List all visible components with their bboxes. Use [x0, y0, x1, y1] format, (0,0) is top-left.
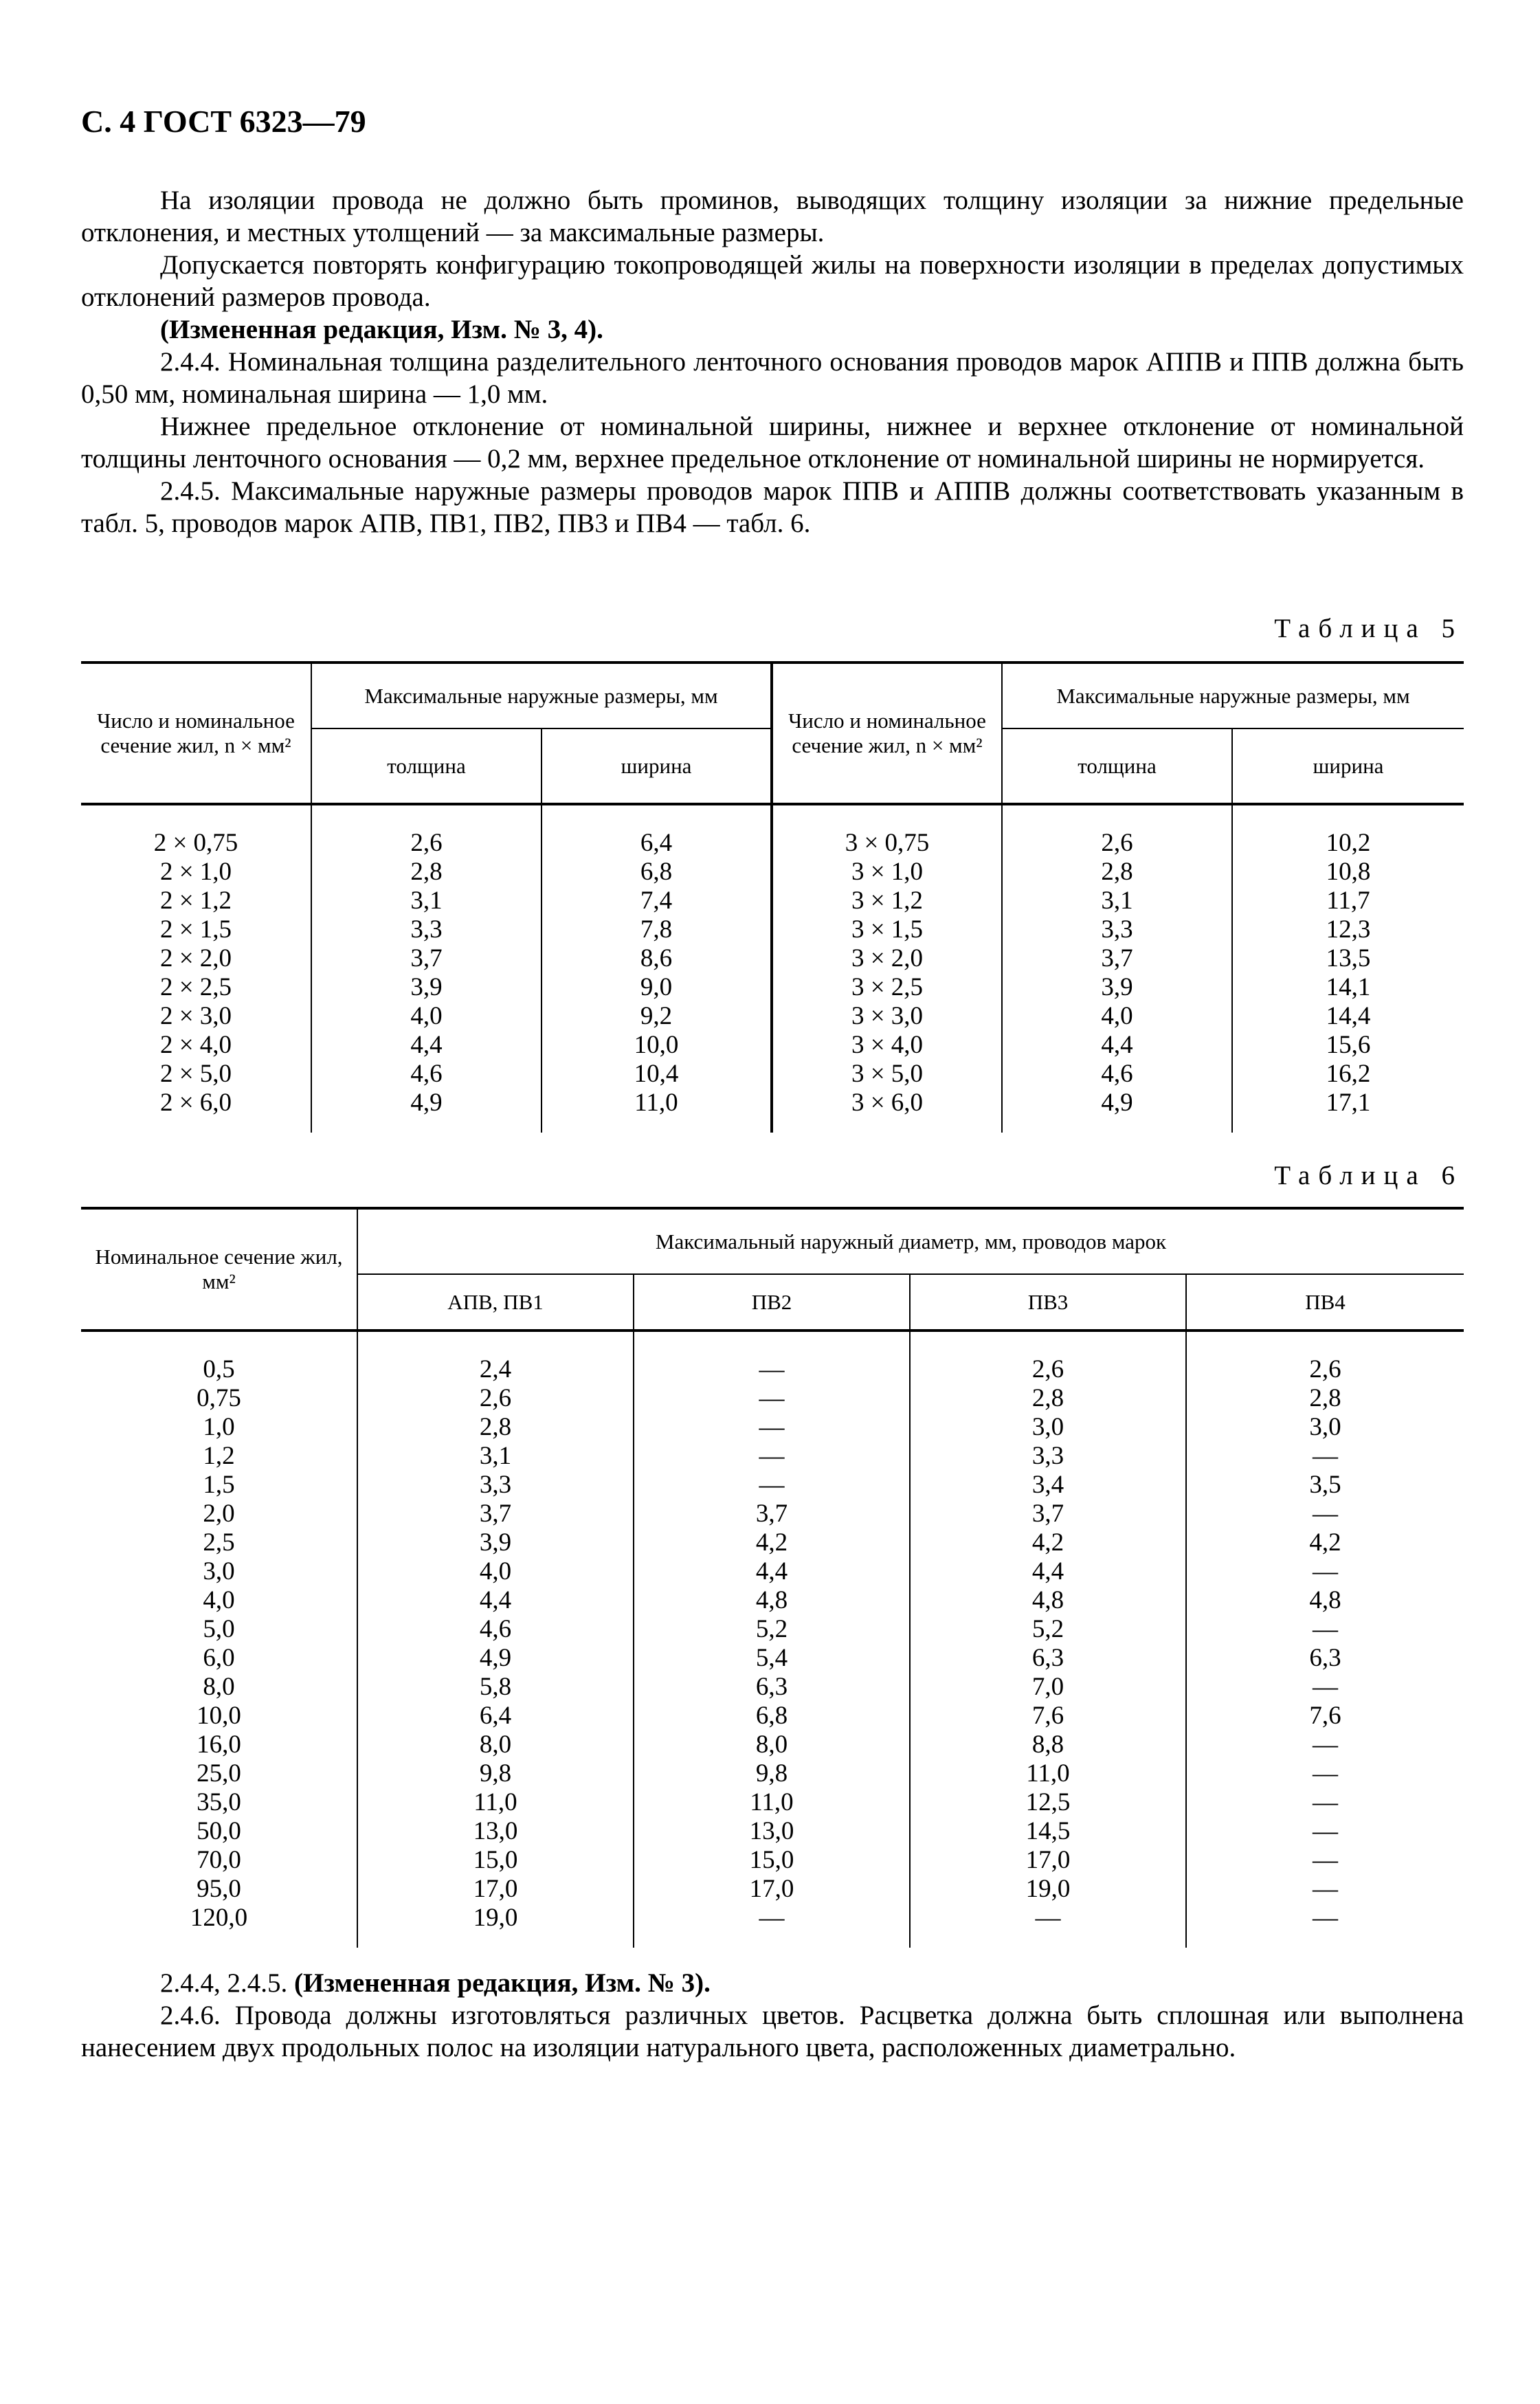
table-cell: 2,6	[1002, 804, 1232, 858]
table-cell: —	[634, 1442, 910, 1471]
closing-text	[81, 1967, 1464, 2064]
table-cell: 6,4	[357, 1702, 634, 1730]
table-cell: 70,0	[81, 1846, 357, 1875]
table-cell: 11,0	[357, 1788, 634, 1817]
table-cell: 8,0	[634, 1730, 910, 1759]
table-cell: 2 × 1,5	[81, 915, 311, 944]
t5-header-section-2: Число и номинальное сечение жил, n × мм²	[81, 663, 311, 804]
table-cell: 1,2	[81, 1442, 357, 1471]
table-cell: 11,0	[910, 1759, 1186, 1788]
table-cell: 9,8	[357, 1759, 634, 1788]
table-cell: 4,2	[1186, 1528, 1464, 1557]
table-cell: 12,3	[1232, 915, 1464, 944]
table-5	[81, 661, 1464, 1133]
table-cell: 3,7	[910, 1500, 1186, 1528]
table-cell: 6,4	[542, 804, 772, 858]
table-cell: 1,0	[81, 1413, 357, 1442]
table-5-caption: Таблица 5	[1274, 614, 1463, 643]
table-cell: 3,5	[1186, 1471, 1464, 1500]
table-cell: 3,9	[311, 973, 542, 1002]
table-cell: —	[1186, 1875, 1464, 1904]
table-cell: 6,8	[542, 858, 772, 887]
t5-header-thickness-3: толщина	[1002, 728, 1232, 804]
table-cell: 16,2	[1232, 1060, 1464, 1089]
table-5-row	[81, 804, 1464, 858]
table-cell: 1,5	[81, 1471, 357, 1500]
table-cell: 7,8	[542, 915, 772, 944]
table-cell: —	[1186, 1615, 1464, 1644]
table-cell: 2,8	[311, 858, 542, 887]
table-cell: 0,5	[81, 1331, 357, 1384]
table-cell: 13,0	[634, 1817, 910, 1846]
table-cell: 2 × 1,2	[81, 887, 311, 915]
table-cell: 11,0	[542, 1089, 772, 1133]
table-cell: —	[634, 1331, 910, 1384]
t5-header-section-3: Число и номинальное сечение жил, n × мм²	[772, 663, 1002, 804]
table-cell: 3 × 5,0	[772, 1060, 1002, 1089]
t6-header-pv2: ПВ2	[634, 1274, 910, 1331]
table-cell: 7,6	[1186, 1702, 1464, 1730]
table-cell: 95,0	[81, 1875, 357, 1904]
table-cell: 3,3	[311, 915, 542, 944]
table-cell: —	[1186, 1500, 1464, 1528]
paragraph-2-4-5: 2.4.5. Максимальные наружные размеры проводов марок ППВ и АППВ должны соответствовать указанным в табл. 5, проводов марок АПВ, ПВ1, ПВ2, ПВ3 и ПВ4 — табл. 6.	[81, 476, 1464, 538]
table-cell: 4,8	[910, 1586, 1186, 1615]
table-cell: 4,8	[1186, 1586, 1464, 1615]
table-cell: 17,0	[910, 1846, 1186, 1875]
table-cell: 17,0	[634, 1875, 910, 1904]
table-cell: 6,3	[910, 1644, 1186, 1673]
table-6-row	[81, 1384, 1464, 1413]
table-cell: 8,6	[542, 944, 772, 973]
table-cell: 7,6	[910, 1702, 1186, 1730]
table-cell: —	[1186, 1442, 1464, 1471]
t6-header-section: Номинальное сечение жил, мм²	[81, 1208, 357, 1331]
table-cell: 7,0	[910, 1673, 1186, 1702]
table-6-row	[81, 1875, 1464, 1904]
table-cell: 4,2	[634, 1528, 910, 1557]
table-cell: 9,2	[542, 1002, 772, 1031]
table-cell: 35,0	[81, 1788, 357, 1817]
amendment-note-3	[81, 1967, 1464, 1999]
table-cell: 4,9	[311, 1089, 542, 1133]
table-5-row	[81, 1002, 1464, 1031]
table-cell: 3,3	[910, 1442, 1186, 1471]
table-cell: 2,6	[311, 804, 542, 858]
paragraph-configuration: Допускается повторять конфигурацию токопроводящей жилы на поверхности изоляции в пределах допустимых отклонений размеров провода.	[81, 250, 1464, 312]
table-cell: 50,0	[81, 1817, 357, 1846]
table-cell: 4,8	[634, 1586, 910, 1615]
table-cell: 2,4	[357, 1331, 634, 1384]
t5-header-width-3: ширина	[1232, 728, 1464, 804]
table-cell: 4,4	[634, 1557, 910, 1586]
table-6-row	[81, 1702, 1464, 1730]
table-cell: —	[910, 1904, 1186, 1948]
paragraph-insulation: На изоляции провода не должно быть проминов, выводящих толщину изоляции за нижние предельные отклонения, и местных утолщений — за максимальные размеры.	[81, 186, 1464, 247]
table-cell: 17,0	[357, 1875, 634, 1904]
table-cell: 4,0	[1002, 1002, 1232, 1031]
table-cell: 3,1	[311, 887, 542, 915]
table-cell: 3 × 2,0	[772, 944, 1002, 973]
table-cell: —	[1186, 1673, 1464, 1702]
table-cell: 120,0	[81, 1904, 357, 1948]
table-cell: 10,4	[542, 1060, 772, 1089]
page-header: С. 4 ГОСТ 6323—79	[81, 104, 366, 139]
table-cell: 3 × 1,0	[772, 858, 1002, 887]
table-cell: 2,5	[81, 1528, 357, 1557]
table-cell: 3,1	[1002, 887, 1232, 915]
table-6-row	[81, 1442, 1464, 1471]
table-cell: —	[1186, 1904, 1464, 1948]
t5-header-thickness-2: толщина	[311, 728, 542, 804]
table-cell: —	[634, 1384, 910, 1413]
table-cell: —	[1186, 1788, 1464, 1817]
table-5-row	[81, 973, 1464, 1002]
amendment-clauses: 2.4.4, 2.4.5.	[160, 1968, 294, 1998]
table-6-row	[81, 1471, 1464, 1500]
table-6-row	[81, 1644, 1464, 1673]
table-cell: 6,3	[1186, 1644, 1464, 1673]
table-6-row	[81, 1413, 1464, 1442]
table-6-row	[81, 1500, 1464, 1528]
table-cell: —	[634, 1904, 910, 1948]
table-5-row	[81, 1060, 1464, 1089]
table-cell: 10,0	[542, 1031, 772, 1060]
table-cell: 2,6	[357, 1384, 634, 1413]
table-cell: 15,0	[634, 1846, 910, 1875]
table-cell: 2,8	[1186, 1384, 1464, 1413]
table-cell: 2,8	[910, 1384, 1186, 1413]
table-cell: 2,6	[1186, 1331, 1464, 1384]
t5-header-dims-3: Максимальные наружные размеры, мм	[1002, 663, 1464, 728]
table-6-row	[81, 1846, 1464, 1875]
table-cell: 4,6	[311, 1060, 542, 1089]
table-5-row	[81, 1089, 1464, 1133]
table-cell: 2,8	[357, 1413, 634, 1442]
table-6-row	[81, 1586, 1464, 1615]
table-cell: 4,6	[357, 1615, 634, 1644]
table-cell: —	[1186, 1759, 1464, 1788]
table-cell: 8,8	[910, 1730, 1186, 1759]
table-cell: 3,3	[357, 1471, 634, 1500]
table-cell: 12,5	[910, 1788, 1186, 1817]
table-cell: 6,0	[81, 1644, 357, 1673]
table-cell: 4,4	[1002, 1031, 1232, 1060]
table-cell: 25,0	[81, 1759, 357, 1788]
table-cell: 6,3	[634, 1673, 910, 1702]
table-5-row	[81, 915, 1464, 944]
table-6-row	[81, 1817, 1464, 1846]
table-5-row	[81, 858, 1464, 887]
table-cell: —	[1186, 1846, 1464, 1875]
table-cell: 5,0	[81, 1615, 357, 1644]
t6-header-pv4: ПВ4	[1186, 1274, 1464, 1331]
table-cell: —	[1186, 1730, 1464, 1759]
table-cell: 4,0	[81, 1586, 357, 1615]
table-cell: 14,4	[1232, 1002, 1464, 1031]
table-cell: 3,7	[357, 1500, 634, 1528]
table-cell: 15,0	[357, 1846, 634, 1875]
table-cell: —	[634, 1413, 910, 1442]
table-cell: 2,0	[81, 1500, 357, 1528]
table-cell: 4,9	[1002, 1089, 1232, 1133]
table-cell: 5,2	[910, 1615, 1186, 1644]
table-cell: —	[1186, 1557, 1464, 1586]
table-cell: 19,0	[910, 1875, 1186, 1904]
table-cell: 2 × 5,0	[81, 1060, 311, 1089]
table-6-row	[81, 1759, 1464, 1788]
table-cell: 4,2	[910, 1528, 1186, 1557]
table-6-row	[81, 1673, 1464, 1702]
table-cell: 3,0	[81, 1557, 357, 1586]
table-cell: 2 × 1,0	[81, 858, 311, 887]
table-cell: 10,8	[1232, 858, 1464, 887]
t5-header-dims-2: Максимальные наружные размеры, мм	[311, 663, 772, 728]
table-cell: 3 × 4,0	[772, 1031, 1002, 1060]
t6-header-diameter: Максимальный наружный диаметр, мм, проводов марок	[357, 1208, 1464, 1274]
table-6-row	[81, 1528, 1464, 1557]
table-cell: 5,4	[634, 1644, 910, 1673]
table-cell: 3,4	[910, 1471, 1186, 1500]
table-6-row	[81, 1788, 1464, 1817]
t5-header-width-2: ширина	[542, 728, 772, 804]
paragraph-2-4-4: 2.4.4. Номинальная толщина разделительного ленточного основания проводов марок АППВ и ППВ должна быть 0,50 мм, номинальная ширина — 1,0 мм.	[81, 347, 1464, 409]
table-cell: 16,0	[81, 1730, 357, 1759]
table-5-row	[81, 887, 1464, 915]
table-cell: 3 × 1,5	[772, 915, 1002, 944]
table-cell: 4,0	[311, 1002, 542, 1031]
table-cell: 7,4	[542, 887, 772, 915]
table-cell: 10,2	[1232, 804, 1464, 858]
table-6-row	[81, 1730, 1464, 1759]
table-cell: 3 × 6,0	[772, 1089, 1002, 1133]
table-cell: 3,9	[1002, 973, 1232, 1002]
table-cell: 4,9	[357, 1644, 634, 1673]
table-cell: 3,1	[357, 1442, 634, 1471]
amendment-label: (Измененная редакция, Изм. № 3).	[294, 1968, 711, 1998]
table-cell: 3,9	[357, 1528, 634, 1557]
table-cell: 9,8	[634, 1759, 910, 1788]
table-cell: 3 × 3,0	[772, 1002, 1002, 1031]
table-cell: 3,3	[1002, 915, 1232, 944]
amendment-note-3-4: (Измененная редакция, Изм. № 3, 4).	[160, 315, 603, 344]
table-cell: 2 × 4,0	[81, 1031, 311, 1060]
table-cell: 11,0	[634, 1788, 910, 1817]
table-cell: 10,0	[81, 1702, 357, 1730]
table-cell: 4,4	[357, 1586, 634, 1615]
table-cell: 14,1	[1232, 973, 1464, 1002]
table-cell: —	[1186, 1817, 1464, 1846]
table-cell: 17,1	[1232, 1089, 1464, 1133]
table-cell: 13,0	[357, 1817, 634, 1846]
table-cell: 2 × 3,0	[81, 1002, 311, 1031]
table-6-row	[81, 1904, 1464, 1948]
table-cell: 3,7	[634, 1500, 910, 1528]
table-cell: 19,0	[357, 1904, 634, 1948]
paragraph-tolerance: Нижнее предельное отклонение от номинальной ширины, нижнее и верхнее отклонение от номинальной толщины ленточного основания — 0,2 мм, верхнее предельное отклонение от номинальной ширины не нормируется.	[81, 412, 1464, 474]
table-cell: 3,0	[910, 1413, 1186, 1442]
table-cell: 3,7	[1002, 944, 1232, 973]
table-6-row	[81, 1615, 1464, 1644]
table-cell: 4,6	[1002, 1060, 1232, 1089]
table-cell: 15,6	[1232, 1031, 1464, 1060]
table-cell: 2 × 0,75	[81, 804, 311, 858]
table-5-row	[81, 1031, 1464, 1060]
table-cell: —	[634, 1471, 910, 1500]
table-cell: 8,0	[81, 1673, 357, 1702]
table-cell: 2 × 2,0	[81, 944, 311, 973]
table-cell: 9,0	[542, 973, 772, 1002]
table-6	[81, 1207, 1464, 1948]
table-cell: 3 × 2,5	[772, 973, 1002, 1002]
paragraph-2-4-6: 2.4.6. Провода должны изготовляться различных цветов. Расцветка должна быть сплошная или выполнена нанесением двух продольных полос на изоляции натурального цвета, расположенных диаметрально.	[81, 2001, 1464, 2062]
table-6-row	[81, 1331, 1464, 1384]
table-cell: 3 × 1,2	[772, 887, 1002, 915]
table-cell: 13,5	[1232, 944, 1464, 973]
table-cell: 2 × 2,5	[81, 973, 311, 1002]
table-cell: 4,0	[357, 1557, 634, 1586]
table-cell: 2,8	[1002, 858, 1232, 887]
table-cell: 3,0	[1186, 1413, 1464, 1442]
table-cell: 8,0	[357, 1730, 634, 1759]
table-cell: 5,2	[634, 1615, 910, 1644]
table-cell: 4,4	[910, 1557, 1186, 1586]
table-cell: 2,6	[910, 1331, 1186, 1384]
table-cell: 4,4	[311, 1031, 542, 1060]
table-cell: 3,7	[311, 944, 542, 973]
t6-header-apv: АПВ, ПВ1	[357, 1274, 634, 1331]
intro-text	[81, 184, 1464, 539]
table-6-caption: Таблица 6	[1274, 1161, 1463, 1190]
table-cell: 14,5	[910, 1817, 1186, 1846]
table-cell: 11,7	[1232, 887, 1464, 915]
table-cell: 3 × 0,75	[772, 804, 1002, 858]
table-5-row	[81, 944, 1464, 973]
table-cell: 5,8	[357, 1673, 634, 1702]
table-cell: 0,75	[81, 1384, 357, 1413]
table-cell: 2 × 6,0	[81, 1089, 311, 1133]
table-6-row	[81, 1557, 1464, 1586]
table-cell: 6,8	[634, 1702, 910, 1730]
t6-header-pv3: ПВ3	[910, 1274, 1186, 1331]
